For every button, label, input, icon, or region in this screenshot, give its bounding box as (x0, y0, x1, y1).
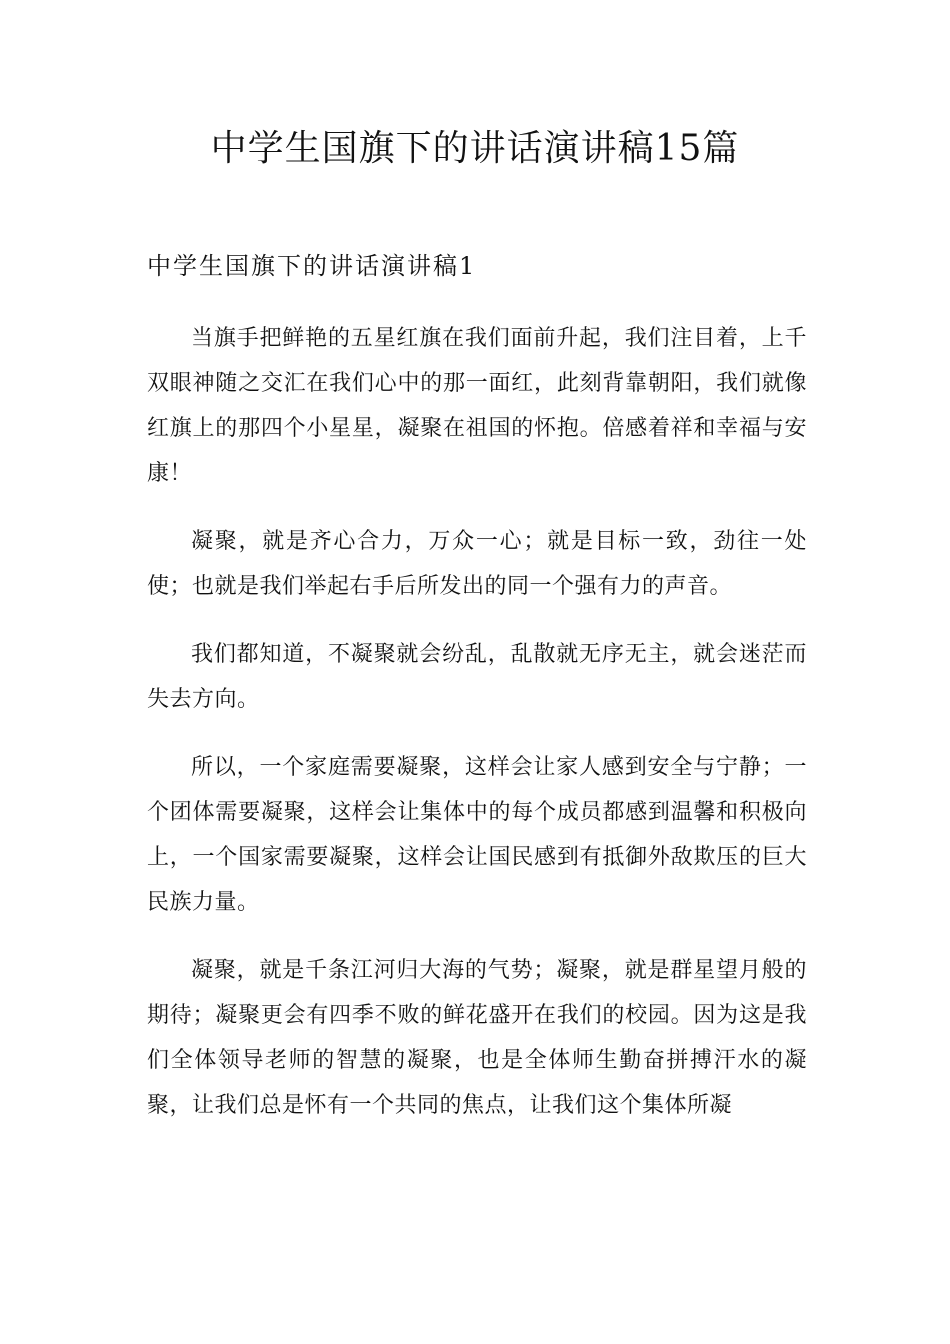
paragraph-5: 凝聚，就是千条江河归大海的气势；凝聚，就是群星望月般的期待；凝聚更会有四季不败的鲜花盛开在我们的校园。因为这是我们全体领导老师的智慧的凝聚，也是全体师生勤奋拼搏汗水的凝聚，让我们总是怀有一个共同的焦点，让我们这个集体所凝 (147, 958, 807, 1118)
paragraph-3: 我们都知道，不凝聚就会纷乱，乱散就无序无主，就会迷茫而失去方向。 (147, 642, 807, 712)
paragraph-4: 所以，一个家庭需要凝聚，这样会让家人感到安全与宁静；一个团体需要凝聚，这样会让集体中的每个成员都感到温馨和积极向上，一个国家需要凝聚，这样会让国民感到有抵御外敌欺压的巨大民族力量。 (147, 755, 807, 915)
paragraph-2: 凝聚，就是齐心合力，万众一心；就是目标一致，劲往一处使；也就是我们举起右手后所发出的同一个强有力的声音。 (147, 529, 807, 599)
paragraph-1: 当旗手把鲜艳的五星红旗在我们面前升起，我们注目着，上千双眼神随之交汇在我们心中的那一面红，此刻背靠朝阳，我们就像红旗上的那四个小星星，凝聚在祖国的怀抱。倍感着祥和幸福与安康！ (147, 326, 807, 486)
document-title: 中学生国旗下的讲话演讲稿15篇 (210, 128, 740, 169)
section-heading: 中学生国旗下的讲话演讲稿1 (147, 252, 477, 280)
document-body (147, 316, 807, 1151)
